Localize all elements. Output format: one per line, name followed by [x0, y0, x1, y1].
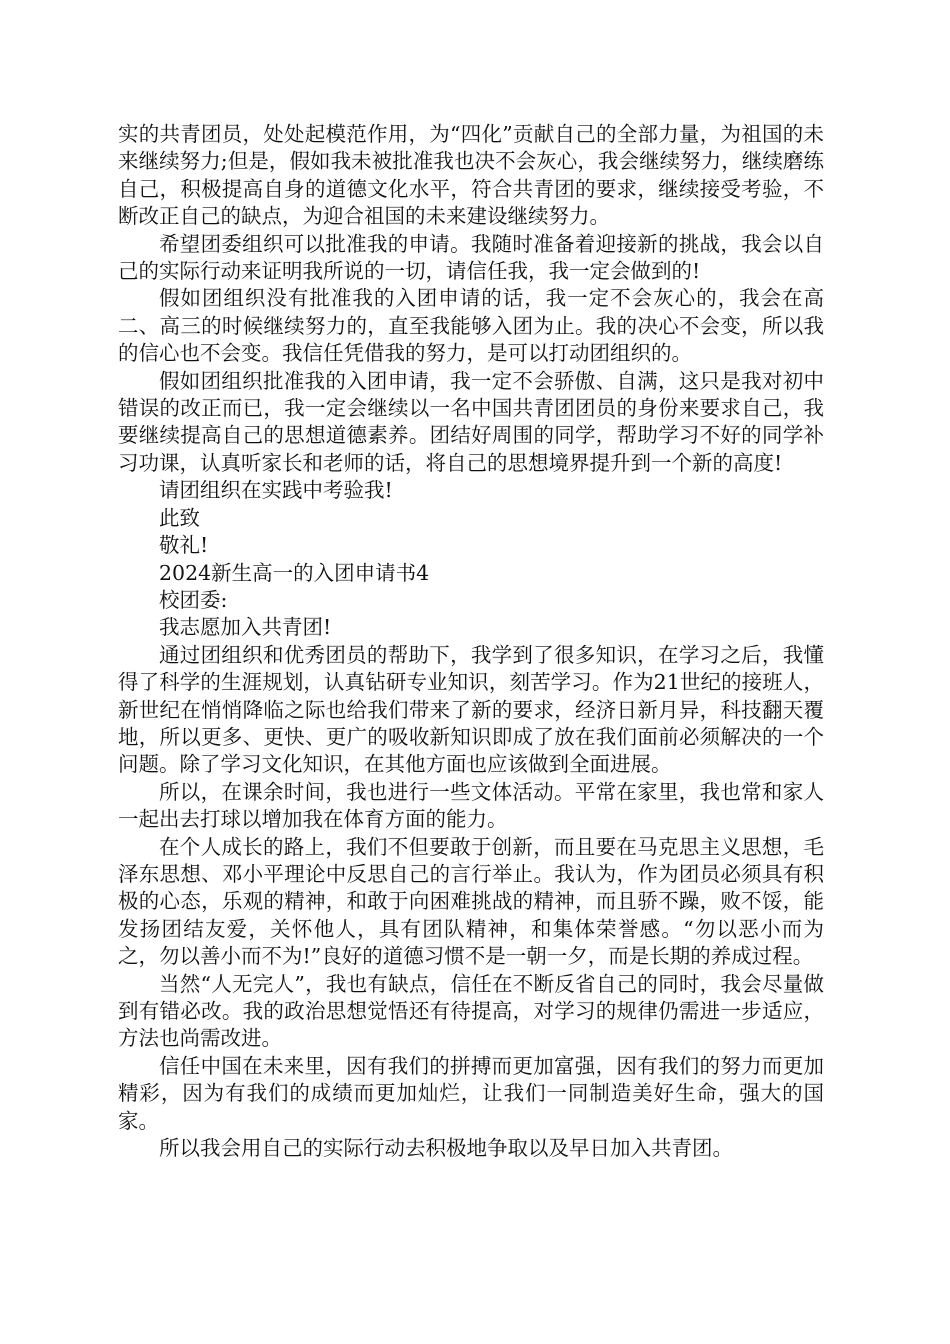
closing-regards: 敬礼!: [159, 533, 209, 558]
paragraph-wish-join: 我志愿加入共青团!: [159, 615, 332, 640]
closing-salutation: 此致: [159, 505, 200, 530]
paragraph-if-not-approved: 假如团组织没有批准我的入团申请的话，我一定不会灰心的，我会在高二、高三的时候继续努力的，直至我能够入团为止。我的决心不会变，所以我的信心也不会变。我信任凭借我的努力，是可以打动团组织的。: [118, 286, 824, 366]
document-body: [118, 121, 824, 1162]
section-title: 2024新生高一的入团申请书4: [159, 560, 430, 585]
paragraph-hope-approval: 希望团委组织可以批准我的申请。我随时准备着迎接新的挑战，我会以自己的实际行动来证明我所说的一切，请信任我，我一定会做到的!: [118, 231, 824, 284]
paragraph-growth: 在个人成长的路上，我们不但要敢于创新，而且要在马克思主义思想，毛泽东思想、邓小平理论中反思自己的言行举止。我认为，作为团员必须具有积极的心态，乐观的精神，和敢于向困难挑战的精神，而且骄不躁，败不馁，能发扬团结友爱，关怀他人，具有团队精神，和集体荣誉感。“勿以恶小而为之，勿以善小而不为!”良好的道德习惯不是一朝一夕，而是长期的养成过程。: [118, 834, 824, 969]
paragraph-activities: 所以，在课余时间，我也进行一些文体活动。平常在家里，我也常和家人一起出去打球以增加我在体育方面的能力。: [118, 779, 824, 832]
paragraph-conclusion: 所以我会用自己的实际行动去积极地争取以及早日加入共青团。: [159, 1136, 733, 1161]
paragraph-learning: 通过团组织和优秀团员的帮助下，我学到了很多知识，在学习之后，我懂得了科学的生涯规划，认真钻研专业知识，刻苦学习。作为21世纪的接班人，新世纪在悄悄降临之际也给我们带来了新的要求，经济日新月异，科技翻天覆地，所以更多、更快、更广的吸收新知识即成了放在我们面前必须解决的一个问题。除了学习文化知识，在其他方面也应该做到全面进展。: [118, 642, 824, 777]
paragraph-if-approved: 假如团组织批准我的入团申请，我一定不会骄傲、自满，这只是我对初中错误的改正而已，我一定会继续以一名中国共青团团员的身份来要求自己，我要继续提高自己的思想道德素养。团结好周围的同学，帮助学习不好的同学补习功课，认真听家长和老师的话，将自己的思想境界提升到一个新的高度!: [118, 368, 824, 475]
paragraph-shortcomings: 当然“人无完人”，我也有缺点，信任在不断反省自己的同时，我会尽量做到有错必改。我的政治思想觉悟还有待提高，对学习的规律仍需进一步适应，方法也尚需改进。: [118, 971, 824, 1051]
paragraph-request-test: 请团组织在实践中考验我!: [159, 478, 393, 503]
paragraph-future: 信任中国在未来里，因有我们的拼搏而更加富强，因有我们的努力而更加精彩，因为有我们的成绩而更加灿烂，让我们一同制造美好生命，强大的国家。: [118, 1053, 824, 1133]
addressee: 校团委:: [159, 587, 228, 612]
paragraph-continuation: 实的共青团员，处处起模范作用，为“四化”贡献自己的全部力量，为祖国的未来继续努力;但是，假如我未被批准我也决不会灰心，我会继续努力，继续磨练自己，积极提高自身的道德文化水平，符合共青团的要求，继续接受考验，不断改正自己的缺点，为迎合祖国的未来建设继续努力。: [118, 122, 824, 229]
